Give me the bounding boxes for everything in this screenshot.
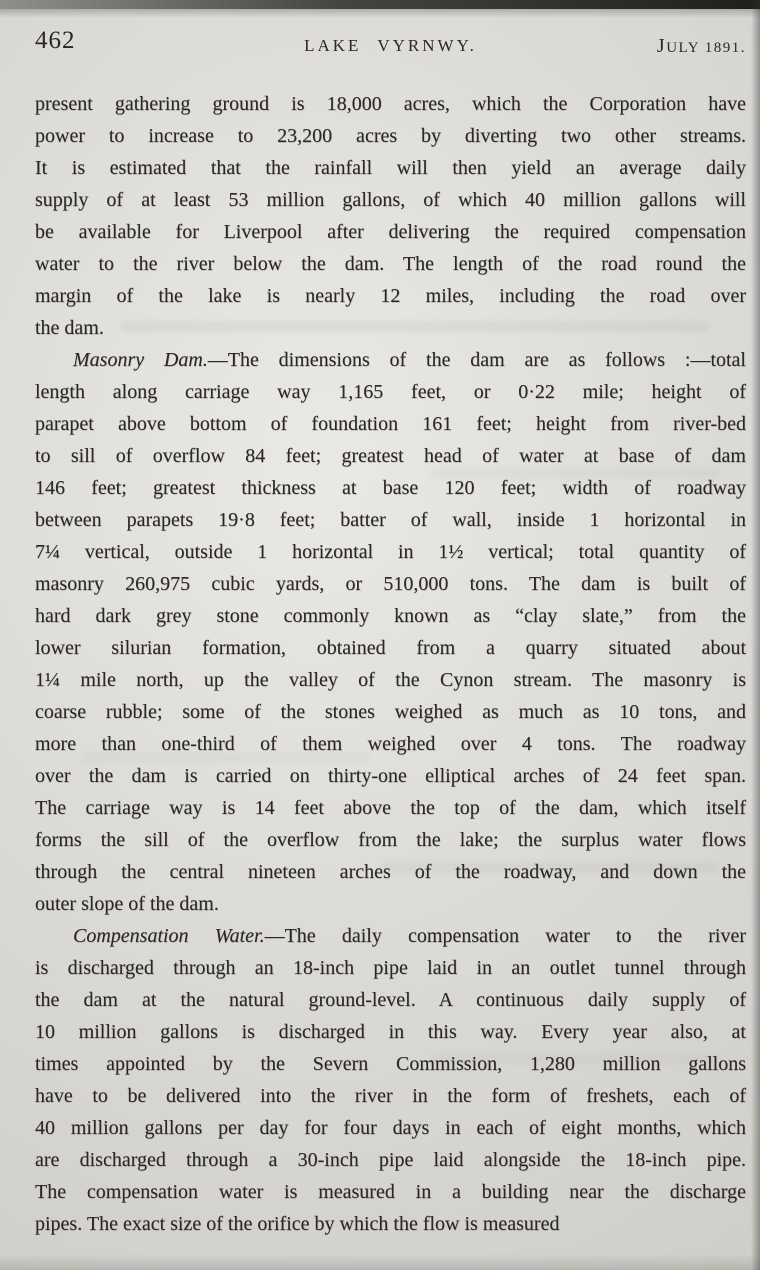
scan-top-edge-shadow [0,0,760,9]
text-line: more than one-third of them weighed over 4 tons. The roadway [35,733,746,755]
scan-bottom-edge-shadow [0,1254,760,1270]
text-line: 1¼ mile north, up the valley of the Cynon stream. The masonry is [35,669,746,691]
text-line: the dam at the natural ground-level. A continuous daily supply of [35,989,746,1011]
text-line: 10 million gallons is discharged in this way. Every year also, at [35,1021,746,1043]
section-heading-masonry-dam: Masonry Dam. [73,349,208,371]
text-line: hard dark grey stone commonly known as “clay slate,” from the [35,605,746,627]
text-line: parapet above bottom of foundation 161 feet; height from river-bed [35,413,746,435]
text-line [35,344,746,376]
text-line: masonry 260,975 cubic yards, or 510,000 tons. The dam is built of [35,573,746,595]
text-line: over the dam is carried on thirty-one elliptical arches of 24 feet span. [35,765,746,787]
text-line: the dam. [35,317,104,339]
text-line: The compensation water is measured in a building near the discharge [35,1181,746,1203]
text-line: present gathering ground is 18,000 acres, which the Corporation have [35,93,746,115]
text-line: outer slope of the dam. [35,893,219,915]
text-line: are discharged through a 30-inch pipe laid alongside the 18-inch pipe. [35,1149,746,1171]
section-heading-compensation-water: Compensation Water. [73,925,265,947]
text-line: times appointed by the Severn Commission, 1,280 million gallons [35,1053,746,1075]
text-line: The carriage way is 14 feet above the top of the dam, which itself [35,797,746,819]
text-line: coarse rubble; some of the stones weighed as much as 10 tons, and [35,701,746,723]
running-head [35,27,746,61]
text-line: pipes. The exact size of the orifice by which the flow is measured [35,1213,560,1235]
text-line: length along carriage way 1,165 feet, or 0·22 mile; height of [35,381,746,403]
paragraph-compensation-water [35,920,746,1240]
text-line: lower silurian formation, obtained from a quarry situated about [35,637,746,659]
text-line: forms the sill of the overflow from the lake; the surplus water flows [35,829,746,851]
text-line: margin of the lake is nearly 12 miles, including the road over [35,285,746,307]
text-line: have to be delivered into the river in the form of freshets, each of [35,1085,746,1107]
text-line: It is estimated that the rainfall will then yield an average daily [35,157,746,179]
text-line: supply of at least 53 million gallons, of which 40 million gallons will [35,189,746,211]
text-line: between parapets 19·8 feet; batter of wall, inside 1 horizontal in [35,509,746,531]
text-line: 146 feet; greatest thickness at base 120 feet; width of roadway [35,477,746,499]
text-line: be available for Liverpool after delivering the required compensation [35,221,746,243]
text-line: is discharged through an 18-inch pipe laid in an outlet tunnel through [35,957,746,979]
scan-right-edge-shadow [751,0,760,1270]
text-line [35,920,746,952]
text-line: water to the river below the dam. The length of the road round the [35,253,746,275]
running-title: LAKE VYRNWY. [304,36,477,55]
text-line: power to increase to 23,200 acres by diverting two other streams. [35,125,746,147]
text-run: —The daily compensation water to the river [264,925,747,947]
text-line: 7¼ vertical, outside 1 horizontal in 1½ vertical; total quantity of [35,541,746,563]
page-body [35,88,746,1240]
paragraph-masonry-dam [35,344,746,920]
page-number: 462 [35,27,76,54]
paragraph-gathering-ground [35,88,746,344]
text-line: through the central nineteen arches of the roadway, and down the [35,861,746,883]
issue-date: JULY 1891. [656,35,746,57]
text-line: 40 million gallons per day for four days in each of eight months, which [35,1117,746,1139]
text-run: —The dimensions of the dam are as follows :—total [207,349,746,371]
text-line: to sill of overflow 84 feet; greatest head of water at base of dam [35,445,746,467]
